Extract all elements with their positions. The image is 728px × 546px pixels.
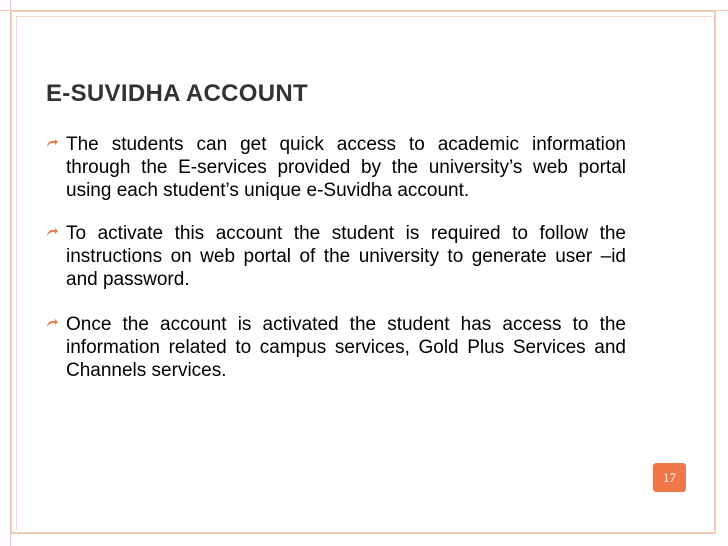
curved-arrow-bullet-icon <box>46 138 58 148</box>
bullet-text: Once the account is activated the student has access to the information related to campus services, Gold Plus Services and Channels services. <box>66 314 626 381</box>
page-number-badge: 17 <box>653 463 686 492</box>
bullet-item <box>46 313 626 382</box>
bullet-text: The students can get quick access to academic information through the E-services provided by the university’s web portal using each student’s unique e-Suvidha account. <box>66 134 626 201</box>
bullet-item <box>46 133 626 202</box>
bullet-list <box>46 133 626 404</box>
bullet-text: To activate this account the student is required to follow the instructions on web portal of the university to generate user –id and password. <box>66 223 626 290</box>
slide-title: E-SUVIDHA ACCOUNT <box>46 80 308 107</box>
bullet-item <box>46 222 626 291</box>
curved-arrow-bullet-icon <box>46 318 58 328</box>
curved-arrow-bullet-icon <box>46 227 58 237</box>
